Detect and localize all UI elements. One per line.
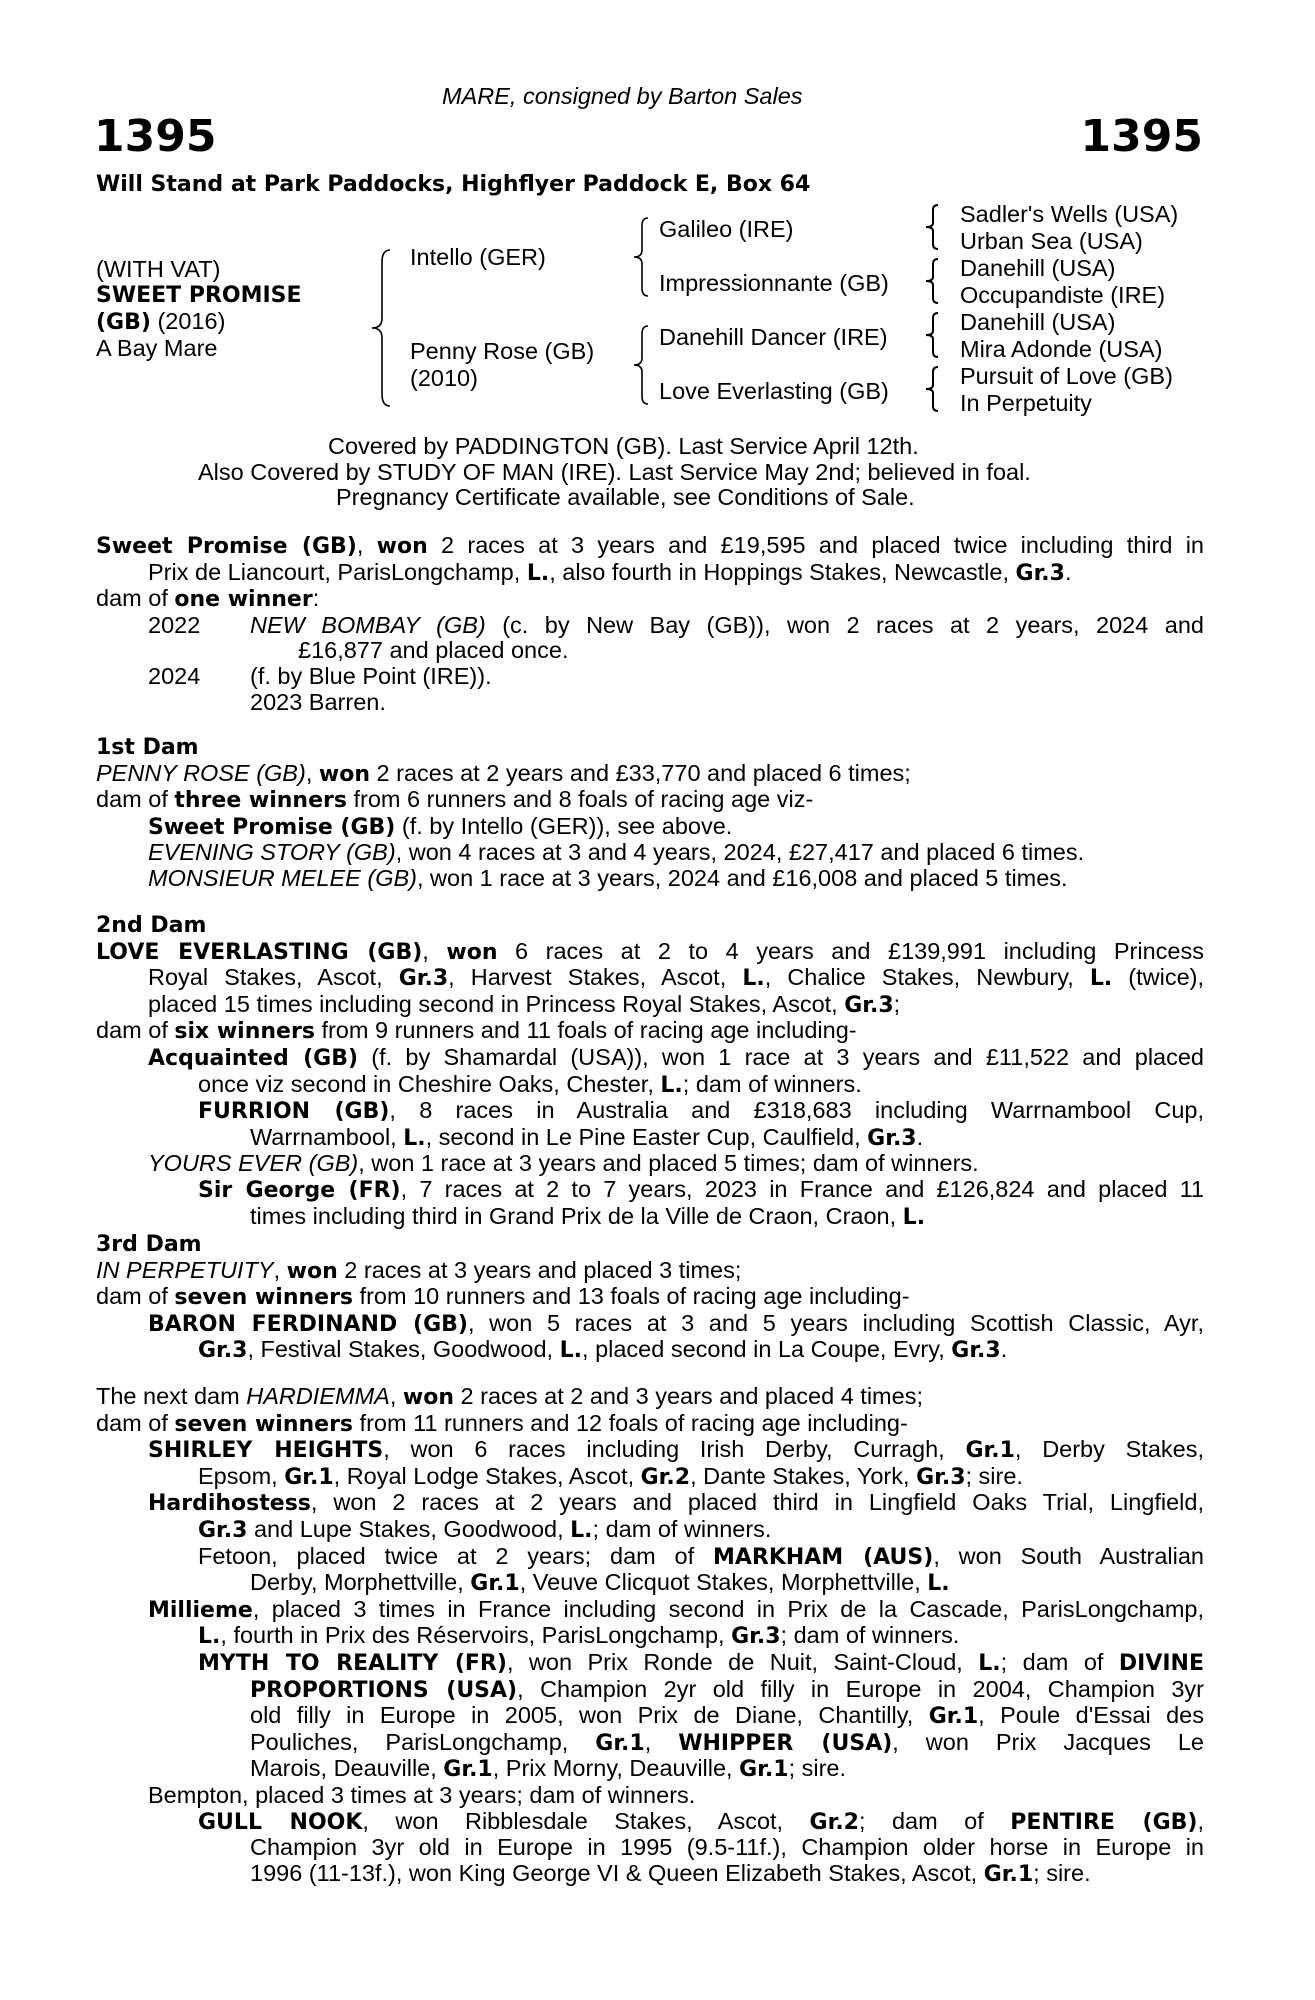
bold-text: Gr.1 xyxy=(739,1757,789,1783)
text-run: (f. by Blue Point (IRE)). xyxy=(250,662,492,689)
brace-g3-2 xyxy=(924,257,940,305)
bold-text: won xyxy=(376,534,428,559)
bold-text: won xyxy=(286,1258,338,1284)
text-run: , Derby Stakes, xyxy=(1014,1436,1204,1463)
text-run: , 7 races at 2 to 7 years, 2023 in France and £126,824 and placed 11 xyxy=(400,1175,1204,1202)
text-run: , won South Australian xyxy=(933,1542,1204,1569)
brace-main xyxy=(370,248,392,408)
lot-number-left: 1395 xyxy=(94,111,217,162)
text-run: £16,877 and placed once. xyxy=(298,637,569,664)
dam-line xyxy=(96,866,1204,892)
text-run: from 11 runners and 12 foals of racing age including- xyxy=(353,1409,908,1436)
pedigree-g3-5: Danehill (USA) xyxy=(960,309,1116,335)
dam-line xyxy=(96,1411,1204,1438)
bold-text: L. xyxy=(902,1204,926,1230)
bold-text: BARON FERDINAND (GB) xyxy=(148,1311,468,1337)
text-run: , Harvest Stakes, Ascot, xyxy=(448,964,743,991)
produce-record xyxy=(96,533,1204,715)
text-run: old filly in Europe in 2005, won Prix de Diane, Chantilly, xyxy=(250,1702,929,1729)
bold-text: Gr.3 xyxy=(867,1125,917,1151)
italic-text: EVENING STORY (GB) xyxy=(148,839,396,866)
text-run: , won 5 races at 3 and 5 years including Scottish Classic, Ayr, xyxy=(467,1309,1204,1336)
pedigree-g3-6: Mira Adonde (USA) xyxy=(960,336,1163,362)
text-run: , Champion 2yr old filly in Europe in 2004, Champion 3yr xyxy=(517,1675,1204,1702)
section-heading: 2nd Dam xyxy=(96,913,207,938)
covering-line-3: Pregnancy Certificate available, see Conditions of Sale. xyxy=(336,484,915,510)
text-run: dam of xyxy=(96,585,175,612)
consignment-line: MARE, consigned by Barton Sales xyxy=(442,83,803,109)
text-run: . xyxy=(1064,558,1072,585)
text-run: 2 races at 3 years and £19,595 and placed twice including third in xyxy=(427,532,1204,558)
bold-text: PROPORTIONS (USA) xyxy=(250,1677,518,1703)
text-run: , xyxy=(356,532,377,558)
bold-text: won xyxy=(402,1385,455,1410)
text-run: ; xyxy=(893,990,901,1017)
text-run: , xyxy=(644,1728,679,1755)
dam-line xyxy=(96,761,1204,788)
italic-text: NEW BOMBAY (GB) xyxy=(250,611,486,638)
text-run: ; dam of winners. xyxy=(592,1515,772,1542)
pedigree-g3-8: In Perpetuity xyxy=(960,390,1092,416)
dam-line xyxy=(96,1730,1204,1757)
text-run: , Dante Stakes, York, xyxy=(690,1462,917,1489)
text-run: Prix de Liancourt, ParisLongchamp, xyxy=(148,558,527,585)
dam-line xyxy=(96,1072,1204,1099)
vat-note: (WITH VAT) xyxy=(96,256,221,282)
pedigree-sire: Intello (GER) xyxy=(410,244,546,270)
bold-text: Sir George (FR) xyxy=(198,1177,401,1203)
lot-number-right: 1395 xyxy=(1080,111,1203,162)
dam-line xyxy=(96,1703,1204,1730)
dam-line xyxy=(96,965,1204,992)
dam-line xyxy=(96,1570,1204,1597)
pedigree-g3-2: Urban Sea (USA) xyxy=(960,228,1143,254)
text-run: Marois, Deauville, xyxy=(250,1755,444,1782)
horse-description: A Bay Mare xyxy=(96,335,218,361)
bold-text: won xyxy=(318,761,370,787)
bold-text: Gr.1 xyxy=(284,1464,334,1490)
bold-text: Gr.1 xyxy=(983,1861,1034,1887)
dam-line xyxy=(96,1151,1204,1177)
text-run: 2023 Barren. xyxy=(250,688,386,715)
dam-line xyxy=(96,1677,1204,1704)
bold-text: L. xyxy=(403,1125,426,1151)
text-run: Warrnambool, xyxy=(250,1123,404,1150)
dam-line xyxy=(96,787,1204,814)
horse-name: SWEET PROMISE xyxy=(96,283,302,308)
first-dam-section xyxy=(96,735,1204,892)
dam-line xyxy=(96,1045,1204,1072)
text-run: , Prix Morny, Deauville, xyxy=(492,1755,740,1782)
text-run: , won 1 race at 3 years, 2024 and £16,008 and placed 5 times. xyxy=(416,864,1068,891)
text-run: , won 1 race at 3 years and placed 5 times; dam of winners. xyxy=(358,1150,979,1177)
text-run: Bempton, placed 3 times at 3 years; dam of winners. xyxy=(148,1781,696,1808)
brace-dam xyxy=(632,324,650,406)
text-run: Royal Stakes, Ascot, xyxy=(148,964,399,991)
section-heading: 1st Dam xyxy=(96,735,199,760)
bold-text: won xyxy=(446,939,498,965)
text-run: ; sire. xyxy=(788,1755,847,1782)
text-run: , won Prix Ronde de Nuit, Saint-Cloud, xyxy=(506,1648,979,1675)
foal-entry xyxy=(96,613,1204,664)
bold-text: Gr.3 xyxy=(1015,560,1065,586)
bold-text: seven winners xyxy=(174,1411,354,1437)
pedigree-dam-year: (2010) xyxy=(410,365,478,391)
bold-text: L. xyxy=(526,560,550,586)
dam-line xyxy=(96,1177,1204,1204)
brace-sire xyxy=(632,216,650,298)
text-run: , xyxy=(389,1383,403,1409)
bold-text: Gr.2 xyxy=(809,1809,859,1835)
produce-line xyxy=(96,533,1204,560)
brace-g3-1 xyxy=(924,203,940,251)
bold-text: MYTH TO REALITY (FR) xyxy=(198,1650,507,1676)
dam-line xyxy=(96,1098,1204,1125)
pedigree-g3-1: Sadler's Wells (USA) xyxy=(960,201,1179,227)
next-dam-section xyxy=(96,1384,1204,1887)
brace-g3-4 xyxy=(924,365,940,413)
section-heading: 3rd Dam xyxy=(96,1232,202,1257)
text-run: , xyxy=(1197,1807,1205,1834)
stand-location: Will Stand at Park Paddocks, Highflyer Paddock E, Box 64 xyxy=(96,172,811,197)
produce-line xyxy=(96,613,1204,639)
bold-text: seven winners xyxy=(174,1285,354,1311)
text-run: (c. by New Bay (GB)), won 2 races at 2 years, 2024 and xyxy=(485,611,1204,638)
bold-text: FURRION (GB) xyxy=(198,1099,390,1125)
text-run: , xyxy=(305,759,319,786)
bold-text: Sweet Promise (GB) xyxy=(96,534,357,559)
bold-text: L. xyxy=(927,1571,950,1597)
text-run: , placed second in La Coupe, Evry, xyxy=(582,1336,952,1363)
bold-text: SHIRLEY HEIGHTS xyxy=(148,1438,384,1464)
bold-text: DIVINE xyxy=(1118,1650,1204,1676)
bold-text: L. xyxy=(1089,966,1113,992)
dam-line xyxy=(96,814,1204,841)
text-run: from 9 runners and 11 foals of racing age including- xyxy=(314,1017,857,1044)
foal-year: 2024 xyxy=(148,662,201,689)
text-run: times including third in Grand Prix de la Ville de Craon, Craon, xyxy=(250,1202,903,1229)
produce-line xyxy=(96,664,1204,690)
text-run: , xyxy=(422,937,447,964)
italic-text: HARDIEMMA xyxy=(246,1383,390,1409)
dam-line xyxy=(96,1464,1204,1491)
text-run: ; dam of winners. xyxy=(780,1622,960,1649)
bold-text: Gr.1 xyxy=(928,1704,979,1730)
dam-line xyxy=(96,1544,1204,1571)
horse-year: (2016) xyxy=(150,308,226,334)
bold-text: Gr.3 xyxy=(844,992,894,1018)
text-run: , won Prix Jacques Le xyxy=(892,1728,1204,1755)
text-run: , won Ribblesdale Stakes, Ascot, xyxy=(362,1807,810,1834)
text-run: Fetoon, placed twice at 2 years; dam of xyxy=(198,1542,713,1569)
text-run: 2 races at 3 years and placed 3 times; xyxy=(337,1256,742,1283)
text-run: Epsom, xyxy=(198,1462,285,1489)
text-run: , Chalice Stakes, Newbury, xyxy=(764,964,1090,991)
covering-line-2: Also Covered by STUDY OF MAN (IRE). Last Service May 2nd; believed in foal. xyxy=(198,459,1031,485)
bold-text: WHIPPER (USA) xyxy=(678,1730,893,1756)
horse-origin-year xyxy=(96,309,225,336)
text-run: , second in Le Pine Easter Cup, Caulfield, xyxy=(425,1123,868,1150)
pedigree-sire-sire: Galileo (IRE) xyxy=(659,216,794,242)
produce-line xyxy=(96,690,1204,716)
italic-text: PENNY ROSE (GB) xyxy=(96,759,306,786)
text-run: dam of xyxy=(96,786,175,813)
text-run: , won 4 races at 3 and 4 years, 2024, £27,417 and placed 6 times. xyxy=(395,839,1085,866)
pedigree-dam-sire: Danehill Dancer (IRE) xyxy=(659,324,888,350)
text-run: (f. by Shamardal (USA)), won 1 race at 3 years and £11,522 and placed xyxy=(358,1043,1204,1070)
text-run: ; dam of winners. xyxy=(682,1070,862,1097)
pedigree-g3-4: Occupandiste (IRE) xyxy=(960,282,1166,308)
text-run: (twice), xyxy=(1112,964,1205,991)
text-run: Champion 3yr old in Europe in 1995 (9.5-11f.), Champion older horse in Europe in xyxy=(250,1834,1204,1861)
dam-line xyxy=(96,1650,1204,1677)
bold-text: MARKHAM (AUS) xyxy=(712,1544,934,1570)
bold-text: LOVE EVERLASTING (GB) xyxy=(96,939,423,965)
bold-text: Millieme xyxy=(148,1597,253,1623)
bold-text: L. xyxy=(559,1338,583,1364)
bold-text: L. xyxy=(978,1650,1001,1676)
italic-text: YOURS EVER (GB) xyxy=(148,1150,359,1177)
brace-g3-3 xyxy=(924,311,940,359)
text-run: , won 2 races at 2 years and placed third in Lingfield Oaks Trial, Lingfield, xyxy=(310,1489,1204,1516)
dam-line xyxy=(96,1337,1204,1364)
text-run: placed 15 times including second in Princess Royal Stakes, Ascot, xyxy=(148,990,845,1017)
italic-text: MONSIEUR MELEE (GB) xyxy=(148,864,417,891)
second-dam-section xyxy=(96,913,1204,1230)
dam-line xyxy=(96,1809,1204,1836)
dam-line xyxy=(96,1258,1204,1285)
dam-line xyxy=(96,1384,1204,1411)
dam-line xyxy=(96,1756,1204,1783)
bold-text: Gr.3 xyxy=(951,1338,1001,1364)
bold-text: Gr.1 xyxy=(965,1438,1015,1464)
dam-line xyxy=(96,1437,1204,1464)
text-run: The next dam xyxy=(96,1383,247,1409)
text-run: dam of xyxy=(96,1283,175,1310)
text-run: ; dam of xyxy=(858,1807,1011,1834)
pedigree-sire-dam: Impressionnante (GB) xyxy=(659,270,889,296)
bold-text: Hardihostess xyxy=(148,1491,311,1517)
bold-text: Gr.3 xyxy=(731,1624,781,1650)
dam-line xyxy=(96,1597,1204,1624)
dam-line xyxy=(96,939,1204,966)
text-run: . xyxy=(1000,1336,1008,1363)
text-run: . xyxy=(916,1123,924,1150)
bold-text: Gr.3 xyxy=(398,966,449,992)
horse-origin: (GB) xyxy=(96,310,151,335)
produce-line xyxy=(96,586,1204,613)
text-run: ; sire. xyxy=(965,1462,1023,1489)
text-run: , Veuve Clicquot Stakes, Morphettville, xyxy=(519,1569,928,1596)
text-run: , Poule d'Essai des xyxy=(978,1702,1204,1729)
foal-year: 2022 xyxy=(148,611,201,638)
dam-line xyxy=(96,1623,1204,1650)
bold-text: three winners xyxy=(174,788,347,814)
dam-line xyxy=(96,1490,1204,1517)
text-run: , 8 races in Australia and £318,683 including Warrnambool Cup, xyxy=(389,1097,1204,1124)
dam-line xyxy=(96,840,1204,866)
dam-line xyxy=(96,1783,1204,1809)
dam-line xyxy=(96,1284,1204,1311)
dam-line xyxy=(96,992,1204,1019)
bold-text: PENTIRE (GB) xyxy=(1010,1809,1198,1835)
text-run: , won 6 races including Irish Derby, Curragh, xyxy=(383,1436,966,1463)
text-run: dam of xyxy=(96,1409,175,1436)
dam-line xyxy=(96,1125,1204,1152)
text-run: from 10 runners and 13 foals of racing age including- xyxy=(353,1283,910,1310)
bold-text: Gr.2 xyxy=(640,1464,691,1490)
bold-text: Sweet Promise (GB) xyxy=(148,814,396,840)
text-run: (f. by Intello (GER)), see above. xyxy=(395,812,733,839)
text-run: 1996 (11-13f.), won King George VI & Queen Elizabeth Stakes, Ascot, xyxy=(250,1859,984,1886)
text-run: ; sire. xyxy=(1033,1859,1091,1886)
text-run: 6 races at 2 to 4 years and £139,991 including Princess xyxy=(497,937,1204,964)
text-run: Derby, Morphettville, xyxy=(250,1569,471,1596)
text-run: , Festival Stakes, Goodwood, xyxy=(247,1336,560,1363)
text-run: , placed 3 times in France including second in Prix de la Cascade, ParisLongchamp, xyxy=(252,1595,1204,1622)
third-dam-section xyxy=(96,1232,1204,1364)
dam-line xyxy=(96,1311,1204,1338)
dam-line xyxy=(96,1018,1204,1045)
text-run: once viz second in Cheshire Oaks, Chester, xyxy=(198,1070,661,1097)
text-run: from 6 runners and 8 foals of racing age viz- xyxy=(346,786,814,813)
pedigree-dam-dam: Love Everlasting (GB) xyxy=(659,378,889,404)
dam-line xyxy=(96,1861,1204,1888)
bold-text: Gr.1 xyxy=(470,1571,520,1597)
text-run: Pouliches, ParisLongchamp, xyxy=(250,1728,596,1755)
bold-text: Gr.1 xyxy=(595,1730,645,1756)
bold-text: Acquainted (GB) xyxy=(148,1045,359,1071)
text-run: ; dam of xyxy=(1000,1648,1119,1675)
bold-text: Gr.3 xyxy=(916,1464,966,1490)
bold-text: Gr.1 xyxy=(443,1757,493,1783)
text-run: 2 races at 2 and 3 years and placed 4 times; xyxy=(454,1383,923,1409)
bold-text: one winner xyxy=(174,587,313,613)
bold-text: Gr.3 xyxy=(198,1517,248,1543)
produce-line xyxy=(96,638,1204,664)
dam-line xyxy=(96,1835,1204,1861)
italic-text: IN PERPETUITY xyxy=(96,1256,274,1283)
bold-text: GULL NOOK xyxy=(198,1809,363,1835)
bold-text: L. xyxy=(742,966,765,992)
produce-line xyxy=(96,560,1204,587)
pedigree-g3-3: Danehill (USA) xyxy=(960,255,1116,281)
bold-text: six winners xyxy=(174,1019,315,1045)
dam-line xyxy=(96,1517,1204,1544)
bold-text: L. xyxy=(570,1517,593,1543)
dam-line xyxy=(96,1204,1204,1231)
bold-text: Gr.3 xyxy=(198,1338,248,1364)
foal-entry xyxy=(96,664,1204,715)
text-run: , Royal Lodge Stakes, Ascot, xyxy=(333,1462,641,1489)
pedigree-g3-7: Pursuit of Love (GB) xyxy=(960,363,1173,389)
text-run: 2 races at 2 years and £33,770 and placed 6 times; xyxy=(369,759,911,786)
bold-text: L. xyxy=(660,1072,683,1098)
text-run: and Lupe Stakes, Goodwood, xyxy=(247,1515,571,1542)
text-run: , fourth in Prix des Réservoirs, ParisLongchamp, xyxy=(220,1622,732,1649)
text-run: dam of xyxy=(96,1017,175,1044)
text-run: , xyxy=(273,1256,287,1283)
text-run: , also fourth in Hoppings Stakes, Newcastle, xyxy=(549,558,1016,585)
text-run: : xyxy=(312,585,320,612)
covering-line-1: Covered by PADDINGTON (GB). Last Service April 12th. xyxy=(328,433,919,459)
bold-text: L. xyxy=(198,1624,221,1650)
pedigree-dam: Penny Rose (GB) xyxy=(410,338,595,364)
